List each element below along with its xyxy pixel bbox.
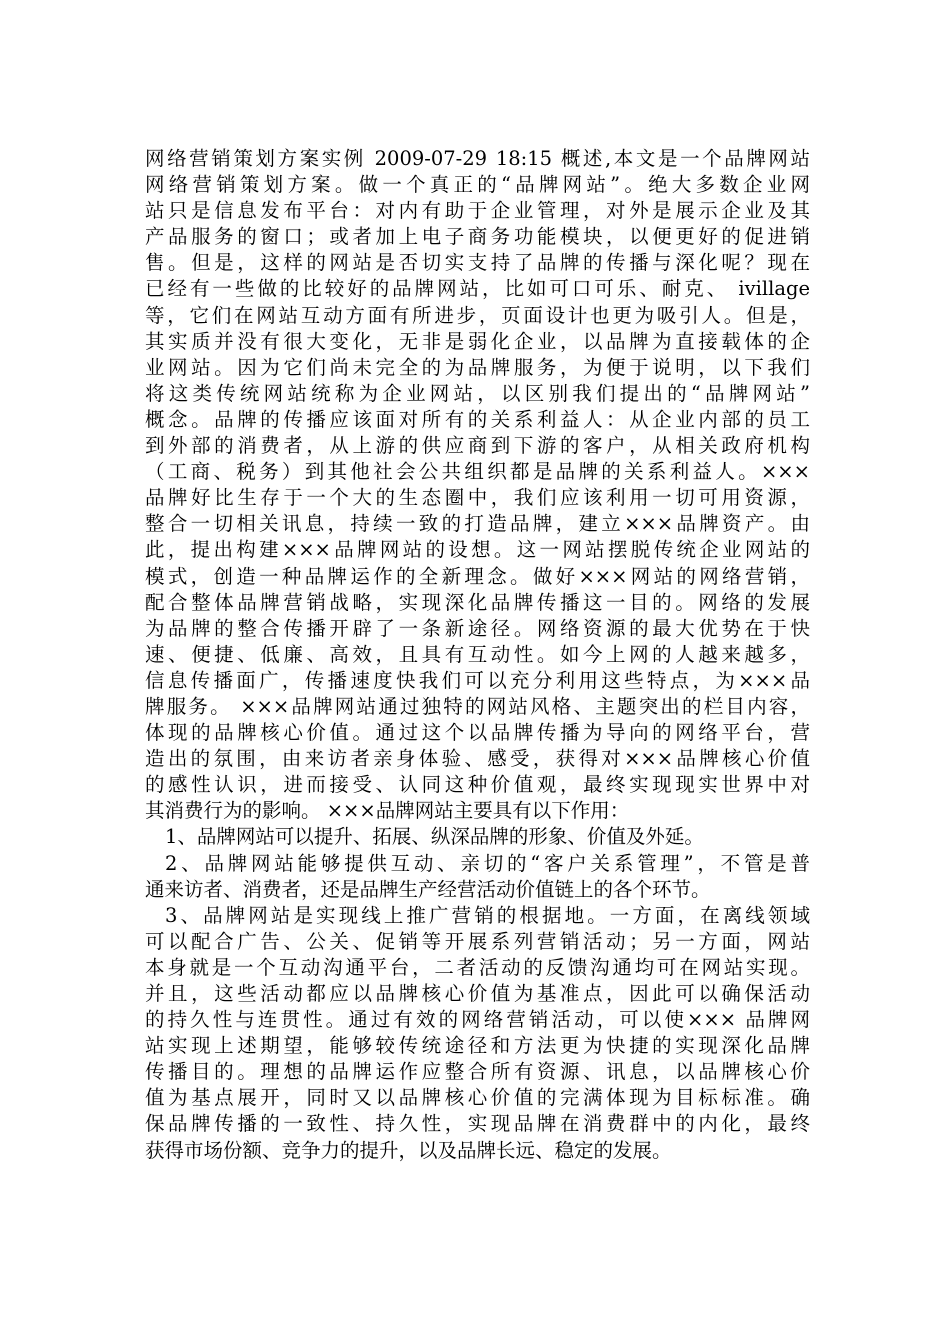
text-line: 体现的品牌核心价值。通过这个以品牌传播为导向的网络平台，营 [145,721,810,745]
text-line: 业网站。因为它们尚未完全的为品牌服务，为便于说明，以下我们 [145,355,810,379]
text-line: 值为基点展开，同时又以品牌核心价值的完满体现为目标标准。确 [145,1086,810,1110]
text-line: 牌服务。 ×××品牌网站通过独特的网站风格、主题突出的栏目内容， [145,694,810,718]
text-line: 其消费行为的影响。 ×××品牌网站主要具有以下作用： [145,799,630,823]
text-line: 已经有一些做的比较好的品牌网站，比如可口可乐、耐克、 ivillage [145,277,810,301]
text-line: 配合整体品牌营销战略，实现深化品牌传播这一目的。网络的发展 [145,590,810,614]
text-line: 的持久性与连贯性。通过有效的网络营销活动，可以使××× 品牌网 [145,1008,810,1032]
text-line: 本身就是一个互动沟通平台，二者活动的反馈沟通均可在网站实现。 [145,955,810,979]
text-line: 站只是信息发布平台：对内有助于企业管理，对外是展示企业及其 [145,199,810,223]
text-line: 获得市场份额、竞争力的提升，以及品牌长远、稳定的发展。 [145,1138,672,1162]
text-line: 的感性认识，进而接受、认同这种价值观，最终实现现实世界中对 [145,773,810,797]
text-line: 此，提出构建×××品牌网站的设想。这一网站摆脱传统企业网站的 [145,538,810,562]
list-item-2: 2、品牌网站能够提供互动、亲切的“客户关系管理”，不管是普 [165,851,810,875]
text-line: 速、便捷、低廉、高效，且具有互动性。如今上网的人越来越多， [145,642,810,666]
text-line: 其实质并没有很大变化，无非是弱化企业，以品牌为直接载体的企 [145,329,810,353]
text-line: 整合一切相关讯息，持续一致的打造品牌，建立×××品牌资产。由 [145,512,810,536]
text-line: 传播目的。理想的品牌运作应整合所有资源、讯息，以品牌核心价 [145,1060,810,1084]
text-line: 售。但是，这样的网站是否切实支持了品牌的传播与深化呢？现在 [145,251,810,275]
text-line: 品牌好比生存于一个大的生态圈中，我们应该利用一切可用资源， [145,486,810,510]
text-line: 信息传播面广，传播速度快我们可以充分利用这些特点，为×××品 [145,668,810,692]
text-line: 造出的氛围，由来访者亲身体验、感受，获得对×××品牌核心价值 [145,747,810,771]
text-line: 模式，创造一种品牌运作的全新理念。做好×××网站的网络营销， [145,564,810,588]
text-line: 为品牌的整合传播开辟了一条新途径。网络资源的最大优势在于快 [145,616,810,640]
list-item-3: 3、品牌网站是实现线上推广营销的根据地。一方面，在离线领域 [165,903,810,927]
text-line: 网络营销策划方案。做一个真正的“品牌网站”。绝大多数企业网 [145,173,810,197]
text-line: 可以配合广告、公关、促销等开展系列营销活动；另一方面，网站 [145,929,810,953]
text-line: 网络营销策划方案实例 2009-07-29 18:15 概述,本文是一个品牌网站 [145,147,810,170]
text-line: 站实现上述期望，能够较传统途径和方法更为快捷的实现深化品牌 [145,1034,810,1058]
text-line: 通来访者、消费者，还是品牌生产经营活动价值链上的各个环节。 [145,877,711,901]
body-text [145,146,810,1164]
text-line: 概念。品牌的传播应该面对所有的关系利益人：从企业内部的员工 [145,407,810,431]
text-line: 等，它们在网站互动方面有所进步，页面设计也更为吸引人。但是， [145,303,810,327]
text-line: 产品服务的窗口；或者加上电子商务功能模块，以便更好的促进销 [145,225,810,249]
text-line: 将这类传统网站统称为企业网站，以区别我们提出的“品牌网站” [145,381,810,405]
text-line: 到外部的消费者，从上游的供应商到下游的客户，从相关政府机构 [145,434,810,458]
text-line: 并且，这些活动都应以品牌核心价值为基准点，因此可以确保活动 [145,982,810,1005]
list-item-1: 1、品牌网站可以提升、拓展、纵深品牌的形象、价值及外延。 [165,825,704,849]
text-line: （工商、税务）到其他社会公共组织都是品牌的关系利益人。××× [145,460,810,484]
text-line: 保品牌传播的一致性、持久性，实现品牌在消费群中的内化，最终 [145,1112,810,1136]
